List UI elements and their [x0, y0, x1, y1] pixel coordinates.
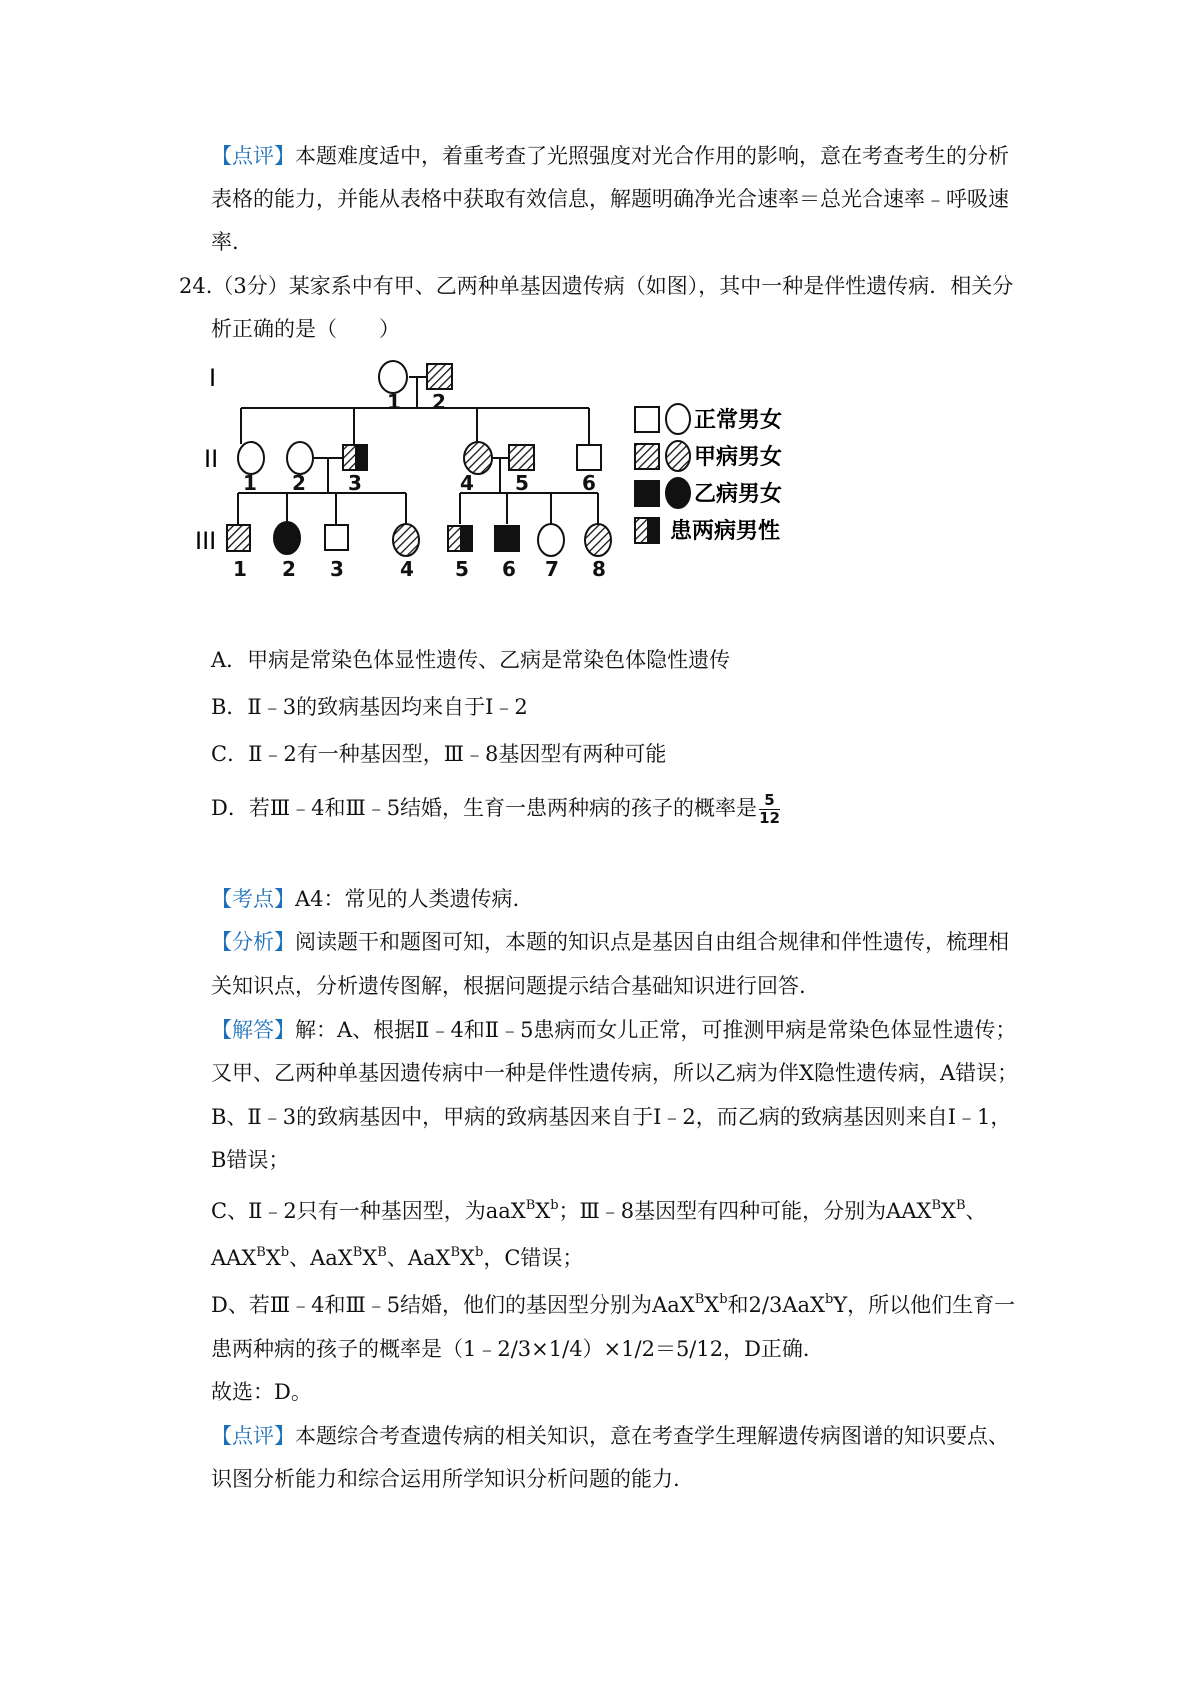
review1-line3: 率.	[211, 230, 239, 254]
gen3-num-2: 2	[282, 557, 296, 581]
gen2-male-3	[343, 445, 367, 470]
review2-line2: 识图分析能力和综合运用所学知识分析问题的能力.	[211, 1467, 680, 1491]
separator: 、	[289, 1246, 311, 1270]
jieda-line3: B、Ⅱ﹣3的致病基因中，甲病的致病基因来自于Ⅰ﹣2，而乙病的致病基因则来自Ⅰ﹣1，	[211, 1105, 1012, 1129]
genotype: AaX	[407, 1246, 451, 1270]
kaodian-line	[211, 884, 519, 914]
review2-text: 本题综合考查遗传病的相关知识，意在考查学生理解遗传病图谱的知识要点、	[295, 1424, 1009, 1448]
d-middle: 和	[727, 1293, 749, 1317]
gen1-female-1	[379, 361, 407, 393]
sup: B	[450, 1245, 461, 1260]
sup: B	[931, 1198, 942, 1213]
question-line2: 析正确的是（ ）	[211, 317, 400, 341]
gen3-num-4: 4	[400, 557, 414, 581]
gen3-male-5	[448, 526, 472, 551]
sup: B	[955, 1198, 966, 1213]
legend-normal: 正常男女	[694, 408, 783, 433]
legend-disease-yi: 乙病男女	[694, 482, 783, 507]
sup: B	[377, 1245, 387, 1260]
c-prefix: C、Ⅱ﹣2只有一种基因型，为	[211, 1199, 486, 1223]
gen3-num-5: 5	[455, 557, 469, 581]
kaodian-tag: 【考点】	[211, 887, 295, 911]
genotype: AaX	[310, 1246, 353, 1270]
gen3-female-7	[538, 524, 564, 556]
gen-label-2: II	[204, 445, 219, 473]
option-c: C．Ⅱ﹣2有一种基因型，Ⅲ﹣8基因型有两种可能	[211, 742, 667, 766]
c-end: ，C错误；	[483, 1246, 584, 1270]
c-end: 、	[965, 1199, 987, 1223]
gen2-male-5	[509, 445, 534, 470]
sup: b	[550, 1198, 559, 1213]
gen2-num-2: 2	[292, 471, 306, 495]
gen2-num-5: 5	[515, 471, 529, 495]
jieda-line1	[211, 1015, 1016, 1045]
review2-line1	[211, 1421, 1009, 1451]
review2-tag: 【点评】	[211, 1424, 295, 1448]
gen3-female-2	[274, 522, 300, 554]
gen3-male-3	[325, 525, 348, 550]
option-b: B．Ⅱ﹣3的致病基因均来自于Ⅰ﹣2	[211, 695, 528, 719]
d-prefix: D、若Ⅲ﹣4和Ⅲ﹣5结婚，他们的基因型分别为	[211, 1293, 653, 1317]
c-middle: ；Ⅲ﹣8基因型有四种可能，分别为	[558, 1199, 887, 1223]
option-d	[211, 792, 780, 827]
separator: 、	[386, 1246, 408, 1270]
legend-both-diseases: 患两病男性	[670, 519, 781, 544]
jieda-c-line1	[211, 1196, 987, 1226]
option-a: A．甲病是常染色体显性遗传、乙病是常染色体隐性遗传	[211, 648, 731, 672]
gen1-male-2	[427, 364, 452, 389]
gen1-num-1: 1	[387, 390, 401, 414]
kaodian-text: A4：常见的人类遗传病.	[295, 887, 520, 911]
gen2-num-1: 1	[243, 471, 257, 495]
gen3-num-1: 1	[233, 557, 247, 581]
gen3-num-3: 3	[330, 557, 344, 581]
pedigree-legend	[635, 404, 782, 544]
gen2-female-4	[464, 442, 492, 474]
sup: B	[256, 1245, 266, 1260]
gen2-num-6: 6	[582, 471, 596, 495]
gen3-num-7: 7	[545, 557, 559, 581]
jieda-line2: 又甲、乙两种单基因遗传病中一种是伴性遗传病，所以乙病为伴X隐性遗传病，A错误；	[211, 1061, 1019, 1085]
gen2-male-6	[577, 445, 601, 470]
review1-line2: 表格的能力，并能从表格中获取有效信息，解题明确净光合速率＝总光合速率﹣呼吸速	[211, 187, 1009, 211]
genotype: AaX	[652, 1293, 695, 1317]
genotype: X	[265, 1246, 281, 1270]
genotype: AAX	[886, 1199, 932, 1223]
review-tag: 【点评】	[211, 144, 295, 168]
gen1-num-2: 2	[432, 390, 446, 414]
legend-disease-jia: 甲病男女	[694, 445, 783, 470]
genotype: X	[535, 1199, 551, 1223]
review-text: 本题难度适中，着重考查了光照强度对光合作用的影响，意在考查考生的分析	[295, 144, 1009, 168]
fenxi-line2: 关知识点，分析遗传图解，根据问题提示结合基础知识进行回答.	[211, 974, 806, 998]
fenxi-tag: 【分析】	[211, 930, 295, 954]
gen3-male-1	[227, 525, 250, 551]
gen-label-1: I	[209, 364, 217, 392]
sup: b	[719, 1292, 728, 1307]
jieda-line4: B错误；	[211, 1148, 290, 1172]
review1-line1	[211, 141, 1009, 171]
gen2-female-1	[238, 442, 264, 474]
gen-label-3: III	[195, 527, 217, 555]
gen3-male-6	[495, 526, 519, 551]
gen3-num-6: 6	[502, 557, 516, 581]
option-d-text: D．若Ⅲ﹣4和Ⅲ﹣5结婚，生育一患两种病的孩子的概率是	[211, 796, 758, 820]
genotype: X	[362, 1246, 378, 1270]
gen3-female-8	[585, 524, 611, 556]
sup: b	[280, 1245, 290, 1260]
d-end: Y，所以他们生育一	[833, 1293, 1016, 1317]
jieda-d-line2: 患两种病的孩子的概率是（1﹣2/3×1/4）×1/2＝5/12，D正确．	[211, 1337, 824, 1361]
sup: B	[694, 1292, 705, 1307]
sup: b	[475, 1245, 484, 1260]
gen3-female-4	[393, 524, 419, 556]
fraction-denominator: 12	[759, 809, 780, 827]
pedigree-diagram	[190, 356, 870, 592]
question-line1: 24.（3分）某家系中有甲、乙两种单基因遗传病（如图），其中一种是伴性遗传病．相关分	[179, 274, 1014, 298]
sup: b	[824, 1292, 834, 1307]
jieda-tag: 【解答】	[211, 1018, 295, 1042]
gen3-num-8: 8	[592, 557, 606, 581]
fraction-numerator: 5	[759, 792, 780, 810]
fenxi-line1	[211, 927, 1009, 957]
genotype: X	[704, 1293, 720, 1317]
genotype: aaX	[485, 1199, 526, 1223]
genotype: AAX	[211, 1246, 257, 1270]
fenxi-text1: 阅读题干和题图可知，本题的知识点是基因自由组合规律和伴性遗传，梳理相	[295, 930, 1009, 954]
option-d-fraction	[759, 792, 780, 827]
gen2-num-4: 4	[460, 471, 474, 495]
jieda-text1: 解：A、根据Ⅱ﹣4和Ⅱ﹣5患病而女儿正常，可推测甲病是常染色体显性遗传；	[295, 1018, 1017, 1042]
genotype: X	[941, 1199, 956, 1223]
jieda-c-line2	[211, 1243, 583, 1273]
genotype: 2/3AaX	[748, 1293, 825, 1317]
jieda-d-line1	[211, 1290, 1015, 1320]
gen2-female-2	[287, 442, 313, 474]
sup: B	[352, 1245, 363, 1260]
gen2-num-3: 3	[348, 471, 362, 495]
jieda-answer: 故选：D。	[211, 1380, 312, 1404]
sup: B	[525, 1198, 536, 1213]
genotype: X	[460, 1246, 475, 1270]
